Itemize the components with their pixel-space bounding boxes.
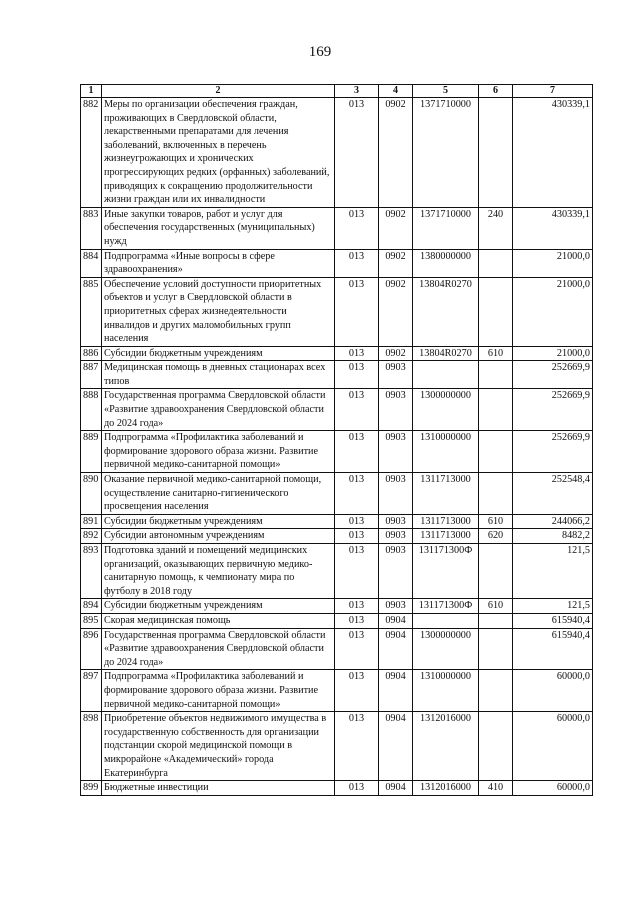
target-article-cell: 1310000000 [413, 431, 479, 473]
amount-cell: 244066,2 [513, 514, 593, 529]
table-row [81, 514, 593, 529]
amount-cell: 60000,0 [513, 781, 593, 796]
item-name-cell: Оказание первичной медико-санитарной помощи, осуществление санитарно-гигиенического просвещения населения [102, 473, 335, 515]
department-code-cell: 013 [335, 529, 379, 544]
section-code-cell: 0903 [379, 431, 413, 473]
header-row [81, 85, 593, 98]
target-article-cell: 131171300Ф [413, 599, 479, 614]
target-article-cell: 1380000000 [413, 249, 479, 277]
target-article-cell: 131171300Ф [413, 544, 479, 599]
budget-table [80, 84, 593, 796]
table-row [81, 544, 593, 599]
target-article-cell: 1310000000 [413, 670, 479, 712]
section-code-cell: 0904 [379, 670, 413, 712]
row-number-cell: 898 [81, 712, 102, 781]
section-code-cell: 0904 [379, 628, 413, 670]
department-code-cell: 013 [335, 599, 379, 614]
amount-cell: 615940,4 [513, 628, 593, 670]
target-article-cell [413, 613, 479, 628]
department-code-cell: 013 [335, 613, 379, 628]
row-number-cell: 884 [81, 249, 102, 277]
row-number-cell: 882 [81, 98, 102, 208]
section-code-cell: 0903 [379, 529, 413, 544]
expense-type-cell: 410 [479, 781, 513, 796]
department-code-cell: 013 [335, 544, 379, 599]
amount-cell: 252669,9 [513, 389, 593, 431]
row-number-cell: 883 [81, 207, 102, 249]
target-article-cell: 1300000000 [413, 389, 479, 431]
expense-type-cell: 610 [479, 514, 513, 529]
item-name-cell: Обеспечение условий доступности приоритетных объектов и услуг в Свердловской области в приоритетных сферах жизнедеятельности инвалидов и других маломобильных групп населения [102, 277, 335, 346]
row-number-cell: 897 [81, 670, 102, 712]
table-body [81, 98, 593, 796]
expense-type-cell [479, 473, 513, 515]
expense-type-cell [479, 249, 513, 277]
expense-type-cell [479, 431, 513, 473]
department-code-cell: 013 [335, 431, 379, 473]
header-cell: 4 [379, 85, 413, 98]
header-cell: 5 [413, 85, 479, 98]
table-row [81, 712, 593, 781]
item-name-cell: Бюджетные инвестиции [102, 781, 335, 796]
expense-type-cell: 240 [479, 207, 513, 249]
row-number-cell: 892 [81, 529, 102, 544]
table-row [81, 361, 593, 389]
item-name-cell: Подготовка зданий и помещений медицинских организаций, оказывающих первичную медико-санитарную помощь, к чемпионату мира по футболу в 2018 году [102, 544, 335, 599]
row-number-cell: 893 [81, 544, 102, 599]
amount-cell: 8482,2 [513, 529, 593, 544]
page-number: 169 [308, 44, 332, 60]
row-number-cell: 891 [81, 514, 102, 529]
item-name-cell: Субсидии бюджетным учреждениям [102, 346, 335, 361]
section-code-cell: 0903 [379, 599, 413, 614]
target-article-cell: 1311713000 [413, 473, 479, 515]
item-name-cell: Иные закупки товаров, работ и услуг для обеспечения государственных (муниципальных) нужд [102, 207, 335, 249]
header-cell: 1 [81, 85, 102, 98]
section-code-cell: 0902 [379, 207, 413, 249]
department-code-cell: 013 [335, 514, 379, 529]
table-row [81, 613, 593, 628]
header-cell: 7 [513, 85, 593, 98]
section-code-cell: 0903 [379, 361, 413, 389]
department-code-cell: 013 [335, 628, 379, 670]
target-article-cell: 1311713000 [413, 529, 479, 544]
table-row [81, 277, 593, 346]
section-code-cell: 0902 [379, 277, 413, 346]
department-code-cell: 013 [335, 361, 379, 389]
table-row [81, 781, 593, 796]
department-code-cell: 013 [335, 249, 379, 277]
table-row [81, 249, 593, 277]
section-code-cell: 0903 [379, 544, 413, 599]
amount-cell: 21000,0 [513, 277, 593, 346]
amount-cell: 60000,0 [513, 670, 593, 712]
target-article-cell: 1311713000 [413, 514, 479, 529]
target-article-cell: 1312016000 [413, 712, 479, 781]
department-code-cell: 013 [335, 98, 379, 208]
department-code-cell: 013 [335, 670, 379, 712]
item-name-cell: Субсидии бюджетным учреждениям [102, 599, 335, 614]
table-row [81, 628, 593, 670]
row-number-cell: 888 [81, 389, 102, 431]
department-code-cell: 013 [335, 346, 379, 361]
department-code-cell: 013 [335, 277, 379, 346]
expense-type-cell: 620 [479, 529, 513, 544]
amount-cell: 121,5 [513, 599, 593, 614]
section-code-cell: 0902 [379, 346, 413, 361]
row-number-cell: 889 [81, 431, 102, 473]
row-number-cell: 895 [81, 613, 102, 628]
item-name-cell: Субсидии бюджетным учреждениям [102, 514, 335, 529]
department-code-cell: 013 [335, 389, 379, 431]
item-name-cell: Государственная программа Свердловской области «Развитие здравоохранения Свердловской области до 2024 года» [102, 389, 335, 431]
table-row [81, 207, 593, 249]
amount-cell: 21000,0 [513, 346, 593, 361]
target-article-cell: 1371710000 [413, 98, 479, 208]
amount-cell: 252669,9 [513, 361, 593, 389]
row-number-cell: 896 [81, 628, 102, 670]
item-name-cell: Скорая медицинская помощь [102, 613, 335, 628]
section-code-cell: 0902 [379, 98, 413, 208]
table-row [81, 473, 593, 515]
row-number-cell: 894 [81, 599, 102, 614]
table-row [81, 389, 593, 431]
row-number-cell: 887 [81, 361, 102, 389]
amount-cell: 252669,9 [513, 431, 593, 473]
expense-type-cell [479, 613, 513, 628]
item-name-cell: Субсидии автономным учреждениям [102, 529, 335, 544]
section-code-cell: 0902 [379, 249, 413, 277]
section-code-cell: 0904 [379, 781, 413, 796]
target-article-cell: 13804R0270 [413, 346, 479, 361]
amount-cell: 252548,4 [513, 473, 593, 515]
target-article-cell: 1371710000 [413, 207, 479, 249]
amount-cell: 430339,1 [513, 207, 593, 249]
header-cell: 2 [102, 85, 335, 98]
table-row [81, 346, 593, 361]
table-row [81, 670, 593, 712]
target-article-cell: 13804R0270 [413, 277, 479, 346]
expense-type-cell [479, 628, 513, 670]
section-code-cell: 0903 [379, 389, 413, 431]
department-code-cell: 013 [335, 207, 379, 249]
department-code-cell: 013 [335, 473, 379, 515]
table-row [81, 431, 593, 473]
amount-cell: 430339,1 [513, 98, 593, 208]
target-article-cell: 1312016000 [413, 781, 479, 796]
amount-cell: 21000,0 [513, 249, 593, 277]
item-name-cell: Меры по организации обеспечения граждан, проживающих в Свердловской области, лекарственными препаратами для лечения заболеваний, включенных в перечень жизнеугрожающих и хронических прогрессирующих редких (орфанных) заболеваний, приводящих к сокращению продолжительности жизни граждан или их инвалидности [102, 98, 335, 208]
expense-type-cell [479, 389, 513, 431]
item-name-cell: Приобретение объектов недвижимого имущества в государственную собственность для организации подстанции скорой медицинской помощи в микрорайоне «Академический» города Екатеринбурга [102, 712, 335, 781]
expense-type-cell: 610 [479, 346, 513, 361]
row-number-cell: 885 [81, 277, 102, 346]
table-row [81, 98, 593, 208]
section-code-cell: 0903 [379, 514, 413, 529]
header-cell: 6 [479, 85, 513, 98]
expense-type-cell [479, 712, 513, 781]
row-number-cell: 886 [81, 346, 102, 361]
section-code-cell: 0903 [379, 473, 413, 515]
item-name-cell: Подпрограмма «Иные вопросы в сфере здравоохранения» [102, 249, 335, 277]
target-article-cell: 1300000000 [413, 628, 479, 670]
expense-type-cell [479, 544, 513, 599]
amount-cell: 121,5 [513, 544, 593, 599]
section-code-cell: 0904 [379, 613, 413, 628]
expense-type-cell [479, 277, 513, 346]
item-name-cell: Подпрограмма «Профилактика заболеваний и формирование здорового образа жизни. Развитие первичной медико-санитарной помощи» [102, 670, 335, 712]
section-code-cell: 0904 [379, 712, 413, 781]
target-article-cell [413, 361, 479, 389]
item-name-cell: Медицинская помощь в дневных стационарах всех типов [102, 361, 335, 389]
item-name-cell: Государственная программа Свердловской области «Развитие здравоохранения Свердловской области до 2024 года» [102, 628, 335, 670]
header-cell: 3 [335, 85, 379, 98]
expense-type-cell [479, 361, 513, 389]
expense-type-cell [479, 98, 513, 208]
table-row [81, 599, 593, 614]
row-number-cell: 890 [81, 473, 102, 515]
table-row [81, 529, 593, 544]
expense-type-cell [479, 670, 513, 712]
row-number-cell: 899 [81, 781, 102, 796]
expense-type-cell: 610 [479, 599, 513, 614]
department-code-cell: 013 [335, 712, 379, 781]
amount-cell: 60000,0 [513, 712, 593, 781]
amount-cell: 615940,4 [513, 613, 593, 628]
department-code-cell: 013 [335, 781, 379, 796]
item-name-cell: Подпрограмма «Профилактика заболеваний и формирование здорового образа жизни. Развитие первичной медико-санитарной помощи» [102, 431, 335, 473]
